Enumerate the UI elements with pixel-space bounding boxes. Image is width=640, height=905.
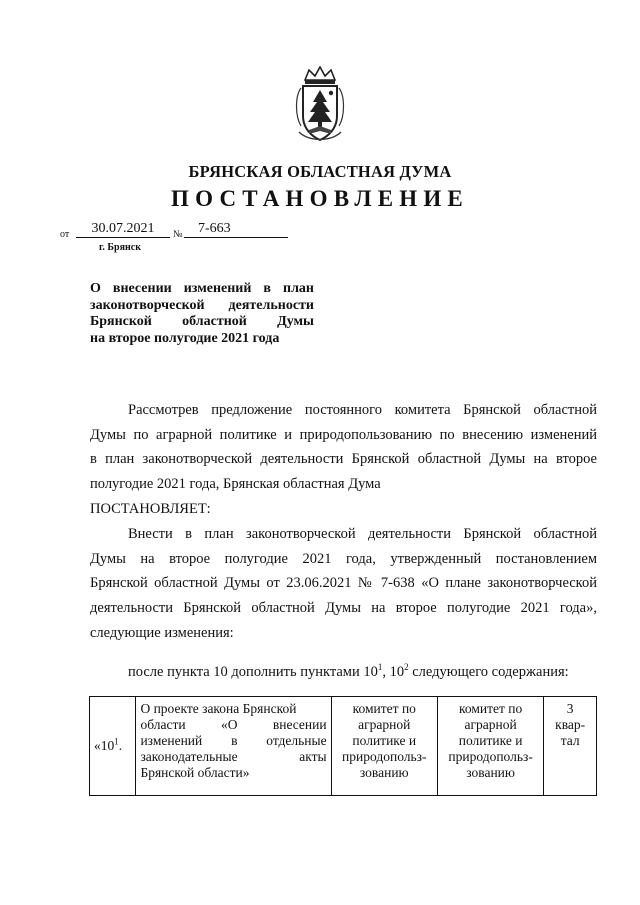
cell-line: области «О внесении	[140, 717, 327, 732]
cell-line: аграрной	[464, 717, 517, 732]
responsible-committee-cell	[331, 697, 437, 796]
superscript: 2	[404, 662, 409, 673]
table-row	[90, 697, 597, 796]
cell-line: зованию	[359, 765, 409, 780]
text-line: Думы на второе полугодие 2021 года, утвержденный постановлением	[90, 550, 597, 567]
subject-line: Брянской областной Думы	[90, 314, 314, 330]
text-segment: после пункта 10 дополнить пунктами 10	[128, 664, 378, 680]
resolve-heading: ПОСТАНОВЛЯЕТ:	[90, 501, 211, 517]
item-number-sup: 1	[114, 736, 119, 747]
text-line: деятельности Брянской областной Думы на второе полугодие 2021 года»,	[90, 600, 597, 617]
text-line: Думы по аграрной политике и природопользованию по внесению изменений	[90, 426, 597, 443]
number-prefix: №	[173, 229, 183, 240]
document-city: г. Брянск	[99, 242, 141, 253]
cell-line: зованию	[466, 765, 515, 780]
superscript: 1	[377, 662, 383, 673]
bryansk-coat-of-arms-emblem	[291, 66, 349, 146]
insertion-paragraph	[90, 660, 597, 685]
item-number-cell	[90, 697, 136, 796]
cell-line: комитет по	[352, 701, 416, 716]
cell-line: политике и	[458, 733, 523, 748]
text-segment: , 10	[382, 664, 405, 680]
text-line: следующие изменения:	[90, 624, 234, 641]
text-line: Внести в план законотворческой деятельности Брянской областной	[128, 526, 597, 542]
cell-line: природопольз-	[448, 749, 533, 764]
text-line: полугодие 2021 года, Брянская областная Дума	[90, 476, 381, 493]
organization-name: БРЯНСКАЯ ОБЛАСТНАЯ ДУМА	[188, 162, 452, 181]
document-date: 30.07.2021	[76, 221, 170, 238]
text-segment: следующего содержания:	[408, 664, 569, 680]
cell-line: изменений в отдельные	[140, 733, 327, 748]
amendment-paragraph	[90, 522, 597, 646]
item-title-cell	[136, 697, 331, 796]
cell-line: Брянской области»	[140, 765, 250, 780]
text-line: Брянской областной Думы от 23.06.2021 № 7-638 «О плане законотворческой	[90, 575, 597, 592]
cell-line: тал	[560, 733, 580, 748]
cell-line: 3	[566, 701, 574, 716]
cell-line: комитет по	[458, 701, 523, 716]
executor-committee-cell	[437, 697, 543, 796]
document-number: 7-663	[184, 221, 288, 238]
document-subject	[90, 281, 314, 348]
cell-line: политике и	[352, 733, 417, 748]
cell-line: природопольз-	[342, 749, 427, 764]
document-type-title: ПОСТАНОВЛЕНИЕ	[171, 186, 469, 211]
text-line: в план законотворческой деятельности Брянской областной Думы на второе	[90, 451, 597, 468]
subject-line: законотворческой деятельности	[90, 297, 314, 313]
preamble-paragraph	[90, 398, 597, 497]
text-line	[90, 660, 597, 685]
cell-line: законодательные акты	[140, 749, 327, 764]
subject-line: О внесении изменений в план	[90, 281, 314, 296]
term-cell	[544, 697, 597, 796]
cell-line: О проекте закона Брянской	[140, 701, 297, 716]
subject-line: на второе полугодие 2021 года	[90, 331, 280, 347]
date-prefix: от	[60, 229, 70, 240]
item-number-suffix: .	[118, 738, 123, 753]
cell-line: аграрной	[358, 717, 411, 732]
amendment-table	[89, 696, 597, 796]
item-number: «10	[94, 738, 115, 753]
cell-line: квар-	[555, 717, 586, 732]
text-line: Рассмотрев предложение постоянного комитета Брянской областной	[128, 402, 597, 418]
